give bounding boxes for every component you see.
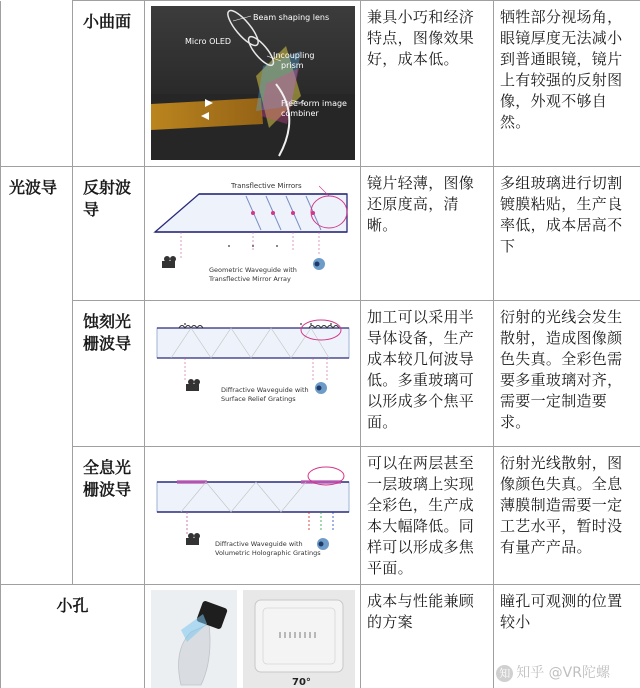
figure-cell — [145, 167, 361, 301]
angle-label: 70° — [292, 677, 311, 688]
birdbath-optics-figure — [151, 6, 355, 160]
pros-cell: 兼具小巧和经济特点，图像效果好，成本低。 — [361, 1, 494, 167]
figure-cell — [145, 447, 361, 585]
caption-line2: Surface Relief Gratings — [221, 395, 296, 403]
cons-cell: 衍射光线散射，图像颜色失真。全息薄膜制造需要一定工艺水平，暂时没有量产产品。 — [494, 447, 640, 585]
label-freeform: Free-form image — [281, 99, 347, 108]
pros-cell: 可以在两层甚至一层玻璃上实现全彩色，生产成本大幅降低。同样可以形成多焦平面。 — [361, 447, 494, 585]
label-incoupling: Incoupling — [273, 51, 315, 60]
cons-cell: 牺牲部分视场角，眼镜厚度无法减小到普通眼镜，镜片上有较强的反射图像，外观不够自然。 — [494, 1, 640, 167]
caption-line2: Volumetric Holographic Gratings — [215, 549, 321, 557]
pinhole-figure — [151, 590, 355, 688]
category-cell-empty — [1, 1, 73, 167]
subtype-label: 反射波导 — [73, 167, 145, 301]
zhihu-logo-icon: 知 — [496, 665, 513, 682]
watermark-text: 知乎 @VR陀螺 — [516, 665, 610, 681]
caption-line1: Diffractive Waveguide with — [215, 540, 303, 548]
label-combiner: combiner — [281, 109, 319, 118]
subtype-label: 全息光栅波导 — [73, 447, 145, 585]
subtype-label: 蚀刻光栅波导 — [73, 301, 145, 447]
geometric-waveguide-figure — [151, 172, 355, 294]
pros-cell: 成本与性能兼顾的方案 — [361, 585, 494, 688]
cons-cell: 瞳孔可观测的位置较小 — [494, 585, 640, 688]
caption-line1: Diffractive Waveguide with — [221, 386, 309, 394]
caption-line2: Transflective Mirror Array — [209, 275, 291, 283]
cons-cell: 多组玻璃进行切割镀膜粘贴，生产良率低，成本居高不下 — [494, 167, 640, 301]
figure-cell — [145, 585, 361, 688]
subtype-label: 小曲面 — [73, 1, 145, 167]
row-etched-grating — [1, 301, 640, 447]
figure-cell — [145, 301, 361, 447]
label-transflective: Transflective Mirrors — [231, 182, 302, 190]
row-small-curved — [1, 1, 640, 167]
category-label: 小孔 — [1, 585, 145, 688]
pros-cell: 加工可以采用半导体设备，生产成本较几何波导低。多重玻璃可以形成多个焦平面。 — [361, 301, 494, 447]
holographic-figure — [151, 452, 355, 578]
watermark — [496, 662, 610, 682]
surface-relief-figure — [151, 306, 355, 440]
label-micro-oled: Micro OLED — [185, 37, 232, 46]
pros-cell: 镜片轻薄，图像还原度高，清晰。 — [361, 167, 494, 301]
figure-cell — [145, 1, 361, 167]
label-prism: prism — [281, 61, 304, 70]
row-reflective-waveguide — [1, 167, 640, 301]
label-beam-lens: Beam shaping lens — [253, 13, 330, 22]
row-holographic-grating — [1, 447, 640, 585]
cons-cell: 衍射的光线会发生散射，造成图像颜色失真。全彩色需要多重玻璃对齐，需要一定制造要求。 — [494, 301, 640, 447]
caption-line1: Geometric Waveguide with — [209, 266, 297, 274]
category-label: 光波导 — [1, 167, 73, 585]
